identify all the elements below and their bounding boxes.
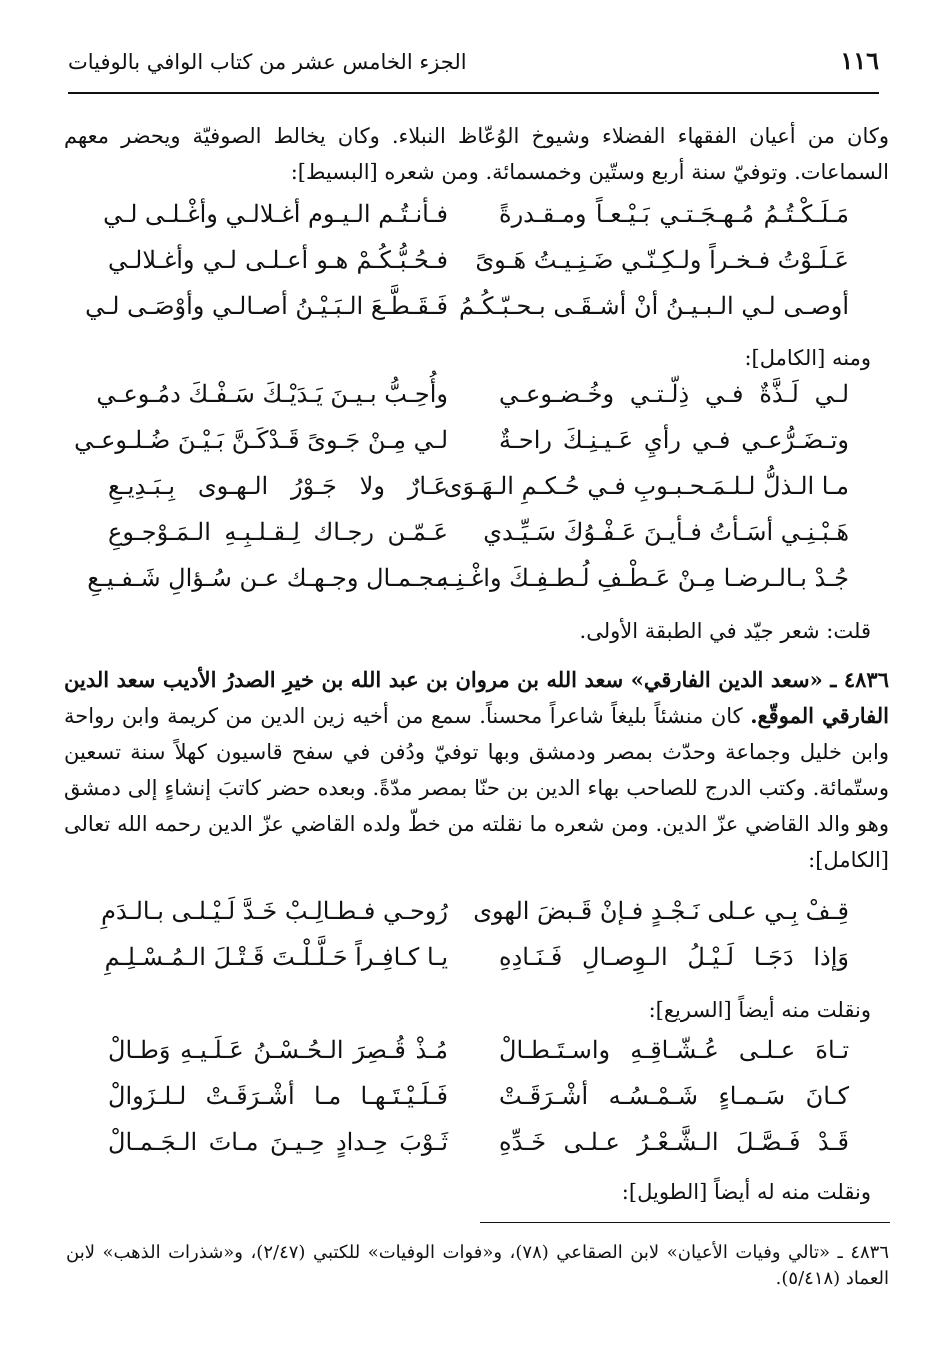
verse-line <box>0 246 941 290</box>
meter-label-sari: ونقلت منه أيضاً [السريع]: <box>648 998 871 1022</box>
verse-first-hemistich: لـي لَـذَّةٌ فـي ذِلّـتـي وخُـضـوعـي <box>499 380 849 408</box>
verse-second-hemistich: مُـذْ قُـصِرَ الـحُـسْـنُ عَـلَـيـهِ وَطـالْ <box>108 1036 448 1064</box>
verse-second-hemistich: فَـقَـطَّـعَ الـبَـيْـنُ أصـالـي وأوْصَـى لـي <box>85 292 448 320</box>
verse-line <box>0 1036 941 1080</box>
verse-first-hemistich: قَـدْ فَـصَّـلَ الـشَّـعْـرُ عـلـى خَـدِّهِ <box>499 1128 849 1156</box>
verse-first-hemistich: قِـفْ بِـي عـلى نَـجْـدٍ فـإنْ قَـبضَ الهوى <box>473 897 849 925</box>
verse-line <box>0 380 941 424</box>
page-number: ١١٦ <box>840 46 879 75</box>
verse-first-hemistich: وَإذا دَجَـا لَـيْـلُ الـوِصـالِ فَـنَـادِهِ <box>499 943 849 971</box>
verse-first-hemistich: عَـلَـوْتُ فـخـراً ولـكِـنّـي ضَـنِـيـتُ هَـوىً <box>475 246 849 274</box>
remark-line: قلت: شعر جيّد في الطبقة الأولى. <box>579 619 871 643</box>
meter-label-kamil: ومنه [الكامل]: <box>744 346 871 370</box>
entry-body: كان منشئاً بليغاً شاعراً محسناً. سمع من أخيه زين الدين من كريمة وابن رواحة وابن خليل وجماعة وحدّث بمصر ودمشق وبها توفيّ ودُفن في سفح قاسيون كهلاً سنة تسعين وستّمائة. وكتب الدرج للصاحب بهاء الدين بن حنّا بمصر مدّةً. وبعده حضر كاتبَ إنشاءٍ إلى دمشق وهو والد القاضي عزّ الدين. ومن شعره ما نقلته من خطّ ولده القاضي عزّ الدين رحمه الله تعالى [الكامل]: <box>64 704 889 872</box>
page-header <box>68 44 879 84</box>
verse-line <box>0 518 941 562</box>
verse-second-hemistich: عَـمّـن رجـاك لِـقـلـبِـهِ الـمَـوْجـوعِ <box>108 518 448 546</box>
verse-first-hemistich: جُـدْ بـالـرضـا مِـنْ عَـطْـفِ لُـطـفِـكَ واغْـنِـه <box>436 564 849 592</box>
verse-line <box>0 1128 941 1172</box>
intro-paragraph: وكان من أعيان الفقهاء الفضلاء وشيوخ الوُعّاظ النبلاء. وكان يخالط الصوفيّة ويحضر معهم السماعات. وتوفيّ سنة أربع وستّين وخمسمائة. ومن شعره [البسيط]: <box>64 124 889 184</box>
verse-second-hemistich: ثَـوْبَ حِـدادٍ حِـيـنَ مـاتَ الـجَـمـالْ <box>108 1128 448 1156</box>
header-divider <box>68 92 879 94</box>
verse-second-hemistich: بـجـمـال وجـهـك عـن سُـؤالِ شَـفـيـعِ <box>87 564 448 592</box>
verse-line <box>0 1082 941 1126</box>
verse-second-hemistich: رُوحـي فـطـالِـبْ خَـدَّ لَـيْـلـى بـالـدَمِ <box>101 897 448 925</box>
biography-entry-4836 <box>64 662 889 878</box>
verse-second-hemistich: فَـلَـيْـتَـهـا مـا أشْـرَقَـتْ لـلـزَوالْ <box>108 1082 448 1110</box>
verse-second-hemistich: يـا كـافِـراً حَـلَّـلْـتَ قَـتْـلَ الـمُـسْـلِـمِ <box>104 943 448 971</box>
verse-second-hemistich: فـأنـتُـم الـيـوم أغـلالـي وأغْـلـى لـي <box>103 200 448 228</box>
footnote: ٤٨٣٦ ـ «تالي وفيات الأعيان» لابن الصقاعي (٧٨)، و«فوات الوفيات» للكتبي (٢/٤٧)، و«شذرات الذهب» لابن العماد (٥/٤١٨). <box>66 1242 890 1289</box>
verse-first-hemistich: تـاهَ عـلـى عُـشّـاقِـهِ واسـتَـطـالْ <box>499 1036 849 1064</box>
verse-line <box>0 564 941 608</box>
verse-first-hemistich: وتـضَـرُّعـي فـي رأيِ عَـيـنِـكَ راحـةٌ <box>499 426 849 454</box>
verse-first-hemistich: هَـبْـنِـي أسَـأتُ فـأيـنَ عَـفْـوُكَ سَـيِّـدي <box>483 518 849 546</box>
verse-line <box>0 292 941 336</box>
footnote-divider <box>480 1222 890 1223</box>
verse-second-hemistich: لـي مِـنْ جَـوىً قَـدْكَـنَّ بَـيْـنَ ضُـلـوعـي <box>74 426 448 454</box>
verse-line <box>0 943 941 987</box>
verse-first-hemistich: أوصـى لـي الـبـيـنُ أنْ أشـقَـى بـحـبّـكُـمُ <box>458 292 849 320</box>
verse-first-hemistich: مَـلَـكْـتُـمُ مُـهـجَـتـي بَـيْـعـاً ومـقـدرةً <box>499 200 849 228</box>
verse-line <box>0 200 941 244</box>
entry-heading: ٤٨٣٦ ـ «سعد الدين الفارقي» سعد الله بن مروان بن عبد الله بن خيرِ الصدرُ الأديب سعد الدين الفارقي الموقّع. <box>64 667 890 728</box>
running-title: الجزء الخامس عشر من كتاب الوافي بالوفيات <box>68 50 467 74</box>
meter-label-tawil: ونقلت منه له أيضاً [الطويل]: <box>621 1180 871 1204</box>
verse-first-hemistich: كـانَ سَـمـاءٍ شَـمْـسُـه أشْـرَقَـتْ <box>499 1082 849 1110</box>
verse-second-hemistich: وأُحِـبُّ بـيـنَ يَـدَيْـكَ سَـفْـكَ دمُـوعـي <box>96 380 448 408</box>
verse-line <box>0 426 941 470</box>
verse-line <box>0 897 941 941</box>
verse-first-hemistich: مـا الـذلُّ لـلـمَـحـبـوبِ فـي حُـكـمِ الـهَـوَى <box>443 472 849 500</box>
verse-second-hemistich: عَـارٌ ولا جَـوْرُ الـهـوى بِـبَـدِيـعِ <box>108 472 448 500</box>
verse-second-hemistich: فـحُـبُّـكُـمْ هـو أعـلـى لـي وأغـلالـي <box>108 246 448 274</box>
verse-line <box>0 472 941 516</box>
